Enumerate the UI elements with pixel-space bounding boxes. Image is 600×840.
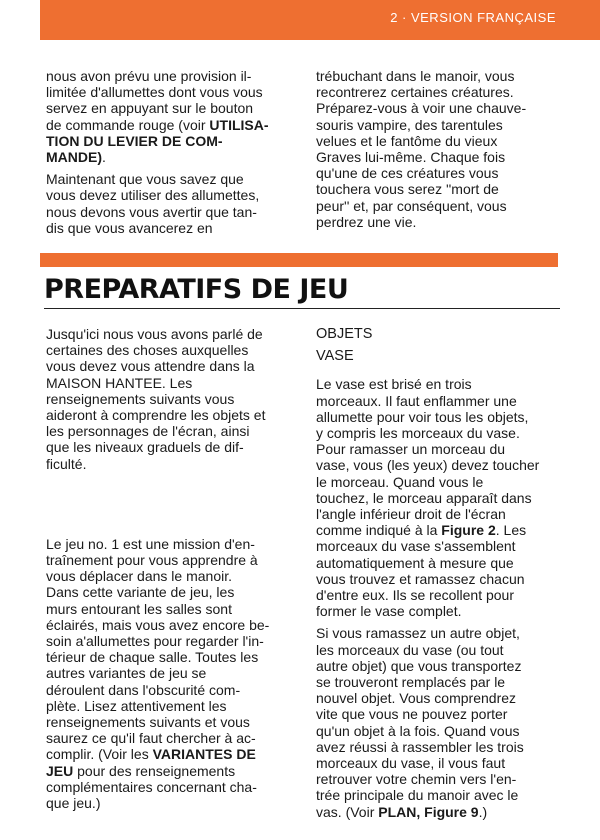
paragraph (46, 536, 296, 811)
bottom-left-column (46, 326, 296, 817)
paragraph (316, 376, 561, 619)
header-bar (40, 0, 600, 40)
paragraph: trébuchant dans le manoir, vous recontrerez certaines créatures. Préparez-vous à voir une chauve- souris vampire, des tarentules velues et le fantôme du vieux Graves lui-même. Chaque fois qu'une de ces créatures vous touchera vous serez ''mort de peur'' et, par conséquent, vous perdrez une vie. (316, 68, 527, 230)
subheading-objets: OBJETS (316, 326, 373, 342)
section-title: PREPARATIFS DE JEU (44, 274, 349, 305)
paragraph: Jusqu'ici nous vous avons parlé de certaines des choses auxquelles vous devez vous attendre dans la MAISON HANTEE. Les renseignements suivants vous aideront à comprendre les objets et les personnages de l'écran, ainsi que les niveaux graduels de dif- ficulté. (46, 326, 266, 472)
paragraph-text: Le vase est brisé en trois morceaux. Il faut enflammer une allumette pour voir tous les objets, y compris les morceaux du vase. Pour ramasser un morceau du vase, vous (les yeux) devez toucher le morceau. Quand vous le touchez, le morceau apparaît dans l'angle inférieur droit de l'écran comme indiqué à la (316, 376, 540, 539)
spacer (46, 478, 296, 536)
top-right-column (316, 68, 561, 236)
subheading-vase: VASE (316, 348, 354, 365)
top-left-column (46, 68, 296, 242)
paragraph: Maintenant que vous savez que vous devez utiliser des allumettes, nous devons vous avertir que tan- dis que vous avancerez en (46, 171, 260, 236)
paragraph (316, 625, 561, 819)
reference-bold: PLAN, Figure 9 (378, 803, 479, 820)
reference-bold: VARIANTES DE JEU (46, 746, 256, 779)
reference-bold: UTILISA- TION DU LEVIER DE COM- MANDE) (46, 116, 269, 166)
paragraph-text: pour des renseignements complémentaires concernant cha- que jeu.) (46, 762, 257, 812)
reference-bold: Figure 2 (441, 522, 496, 539)
paragraph-text: Si vous ramassez un autre objet, les morceaux du vase (ou tout autre objet) que vous transportez se trouveront remplacés par le nouvel objet. Vous comprendrez vite que vous ne pouvez porter qu'un objet à la fois. Quand vous avez réussi à rassembler les trois morceaux du vase, il vous faut retrouver votre chemin vers l'en- trée principale du manoir avec le vas. (Voir (316, 625, 524, 820)
paragraph-text: .) (478, 803, 488, 820)
section-header-label: 2 · VERSION FRANÇAISE (390, 10, 556, 25)
paragraph-text: . Les morceaux du vase s'assemblent automatiquement à mesure que vous trouvez et ramassez chacun d'entre eux. Ils se recollent pour former le vase complet. (316, 522, 527, 620)
section-divider-bar (40, 253, 558, 267)
paragraph-text: . (102, 149, 106, 166)
title-rule (44, 308, 560, 309)
paragraph (46, 68, 296, 165)
paragraph-text: Le jeu no. 1 est une mission d'en- traînement pour vous apprendre à vous déplacer dans le manoir. Dans cette variante de jeu, les murs entourant les salles sont éclairés, mais vous avez encore be- soin a'allumettes pour regarder l'in- térieur de chaque salle. Toutes les autres variantes de jeu se déroulent dans l'obscurité com- plète. Lisez attentivement les renseignements suivants et vous saurez ce qu'il faut chercher à ac- complir. (Voir les (46, 535, 270, 763)
bottom-right-column (316, 326, 561, 826)
paragraph-text: nous avon prévu une provision il- limitée d'allumettes dont vous vous servez en appuyant sur le bouton de commande rouge (voir (46, 68, 263, 133)
